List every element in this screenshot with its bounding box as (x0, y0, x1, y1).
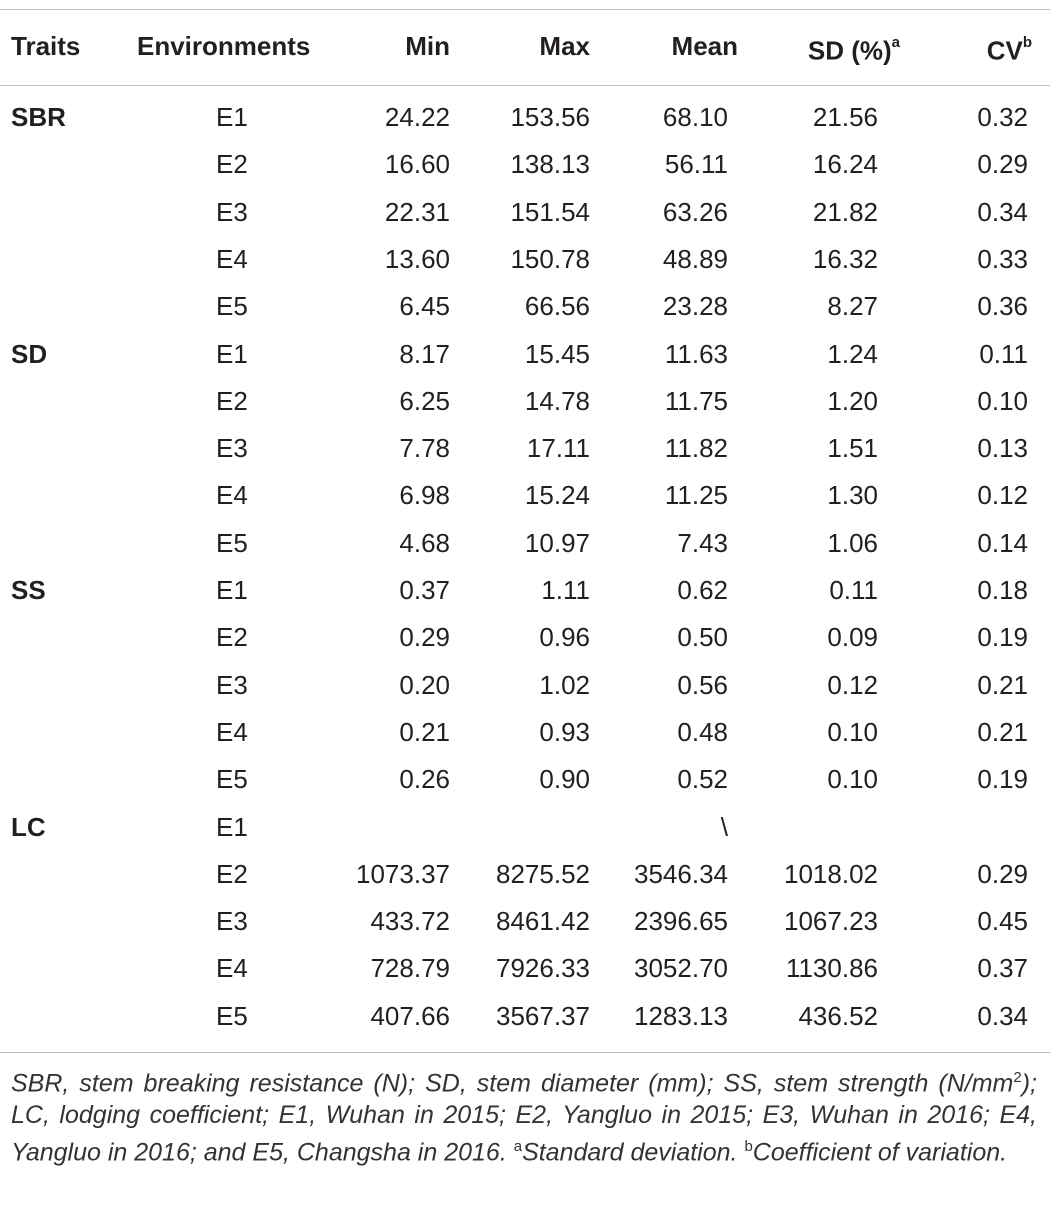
max-cell: 151.54 (510, 197, 590, 227)
environment-cell: E3 (216, 670, 248, 700)
environment-cell: E2 (216, 149, 248, 179)
min-cell: 6.45 (399, 291, 450, 321)
trait-label: SBR (11, 102, 66, 132)
mean-cell: 0.48 (677, 717, 728, 747)
environment-cell: E5 (216, 1001, 248, 1031)
min-cell: 433.72 (370, 906, 450, 936)
environment-cell: E5 (216, 528, 248, 558)
sd-cell: 21.82 (812, 197, 878, 227)
max-cell: 138.13 (510, 149, 590, 179)
cv-cell: 0.10 (977, 386, 1028, 416)
table-top-rule (0, 9, 1050, 10)
environment-cell: E4 (216, 480, 248, 510)
cv-cell: 0.37 (977, 953, 1028, 983)
environment-cell: E3 (216, 197, 248, 227)
cv-cell: 0.36 (977, 291, 1028, 321)
sd-cell: 21.56 (812, 102, 878, 132)
cv-cell: 0.18 (977, 575, 1028, 605)
min-cell: 16.60 (384, 149, 450, 179)
cv-cell: 0.12 (977, 480, 1028, 510)
sd-cell: 0.09 (827, 622, 878, 652)
sd-cell: 0.10 (827, 764, 878, 794)
min-cell: 0.20 (399, 670, 450, 700)
environment-cell: E4 (216, 953, 248, 983)
max-cell: 0.96 (539, 622, 590, 652)
max-cell: 14.78 (524, 386, 590, 416)
cv-cell: 0.33 (977, 244, 1028, 274)
sd-cell: 16.32 (812, 244, 878, 274)
max-cell: 1.02 (539, 670, 590, 700)
mean-cell: 56.11 (664, 149, 728, 179)
mean-cell: 0.52 (677, 764, 728, 794)
sd-cell: 0.12 (827, 670, 878, 700)
sd-cell: 0.10 (827, 717, 878, 747)
environment-cell: E3 (216, 906, 248, 936)
sd-cell: 8.27 (827, 291, 878, 321)
min-cell: 13.60 (384, 244, 450, 274)
trait-label: LC (11, 812, 46, 842)
environment-cell: E1 (216, 812, 248, 842)
min-cell: 0.26 (399, 764, 450, 794)
cv-cell: 0.34 (977, 197, 1028, 227)
mean-cell: 0.50 (677, 622, 728, 652)
min-cell: 407.66 (370, 1001, 450, 1031)
mean-cell: 23.28 (662, 291, 728, 321)
mean-cell: 63.26 (662, 197, 728, 227)
min-cell: 0.37 (399, 575, 450, 605)
table-footnote: SBR, stem breaking resistance (N); SD, stem diameter (mm); SS, stem strength $(N/mm^2)$; LC, lodging coefficient; E1, Wuhan in 2015; E2, Yangluo in 2015; E3, Wuhan in 2016; E4, Yangluo in 2016; and E5, Changsha in 2016. $^a$Standard deviation. $^b$Coefficient of variation. (11, 1069, 1037, 1167)
mean-cell: 0.56 (677, 670, 728, 700)
header-sd: SD (%)$^a$ (807, 34, 900, 66)
min-cell: 728.79 (370, 953, 450, 983)
mean-cell: 0.62 (677, 575, 728, 605)
mean-cell: 11.25 (664, 480, 728, 510)
max-cell: 8461.42 (496, 906, 590, 936)
mean-cell: 7.43 (677, 528, 728, 558)
max-cell: 10.97 (524, 528, 590, 558)
cv-cell: 0.29 (977, 859, 1028, 889)
cv-cell: 0.14 (977, 528, 1028, 558)
max-cell: 8275.52 (496, 859, 590, 889)
header-environments: Environments (137, 31, 311, 61)
environment-cell: E4 (216, 244, 248, 274)
min-cell: 22.31 (384, 197, 450, 227)
mean-cell: 11.82 (664, 433, 728, 463)
mean-cell: 3052.70 (634, 953, 728, 983)
max-cell: 0.93 (539, 717, 590, 747)
cv-cell: 0.19 (977, 764, 1028, 794)
mean-cell: \ (720, 812, 728, 842)
sd-cell: 1.20 (827, 386, 878, 416)
mean-cell: 11.63 (664, 339, 728, 369)
sd-cell: 1.06 (827, 528, 878, 558)
table-bottom-rule (0, 1052, 1050, 1053)
sd-cell: 1067.23 (784, 906, 878, 936)
cv-cell: 0.11 (979, 339, 1028, 369)
sd-cell: 16.24 (812, 149, 878, 179)
max-cell: 150.78 (510, 244, 590, 274)
cv-cell: 0.19 (977, 622, 1028, 652)
min-cell: 0.29 (399, 622, 450, 652)
min-cell: 0.21 (399, 717, 450, 747)
min-cell: 6.98 (399, 480, 450, 510)
max-cell: 3567.37 (496, 1001, 590, 1031)
cv-cell: 0.45 (977, 906, 1028, 936)
environment-cell: E3 (216, 433, 248, 463)
max-cell: 153.56 (510, 102, 590, 132)
trait-label: SD (11, 339, 48, 369)
max-cell: 66.56 (524, 291, 590, 321)
environment-cell: E5 (216, 764, 248, 794)
sd-cell: 436.52 (798, 1001, 878, 1031)
max-cell: 15.24 (524, 480, 590, 510)
sd-cell: 1.30 (827, 480, 878, 510)
mean-cell: 2396.65 (634, 906, 728, 936)
max-cell: 0.90 (539, 764, 590, 794)
mean-cell: 68.10 (662, 102, 728, 132)
environment-cell: E5 (216, 291, 248, 321)
cv-cell: 0.13 (977, 433, 1028, 463)
table-header-rule (0, 85, 1050, 86)
header-max: Max (539, 31, 590, 61)
mean-cell: 1283.13 (634, 1001, 728, 1031)
min-cell: 4.68 (399, 528, 450, 558)
cv-cell: 0.21 (977, 670, 1028, 700)
mean-cell: 3546.34 (634, 859, 728, 889)
header-min: Min (405, 31, 450, 61)
environment-cell: E1 (216, 575, 248, 605)
sd-cell: 0.11 (829, 575, 878, 605)
trait-label: SS (11, 575, 46, 605)
max-cell: 17.11 (526, 433, 590, 463)
sd-cell: 1130.86 (785, 953, 878, 983)
min-cell: 24.22 (384, 102, 450, 132)
cv-cell: 0.21 (977, 717, 1028, 747)
max-cell: 15.45 (524, 339, 590, 369)
max-cell: 7926.33 (496, 953, 590, 983)
cv-cell: 0.34 (977, 1001, 1028, 1031)
min-cell: 7.78 (399, 433, 450, 463)
cv-cell: 0.29 (977, 149, 1028, 179)
environment-cell: E1 (216, 102, 248, 132)
header-cv: $CV^b$ (986, 34, 1032, 66)
mean-cell: 11.75 (664, 386, 728, 416)
max-cell: 1.11 (541, 575, 590, 605)
min-cell: 6.25 (399, 386, 450, 416)
min-cell: 8.17 (399, 339, 450, 369)
sd-cell: 1.51 (827, 433, 878, 463)
environment-cell: E4 (216, 717, 248, 747)
header-traits: Traits (11, 31, 81, 61)
header-mean: Mean (671, 31, 738, 61)
min-cell: 1073.37 (356, 859, 450, 889)
sd-cell: 1.24 (827, 339, 878, 369)
environment-cell: E2 (216, 386, 248, 416)
environment-cell: E2 (216, 859, 248, 889)
sd-cell: 1018.02 (784, 859, 878, 889)
mean-cell: 48.89 (662, 244, 728, 274)
environment-cell: E2 (216, 622, 248, 652)
environment-cell: E1 (216, 339, 248, 369)
cv-cell: 0.32 (977, 102, 1028, 132)
